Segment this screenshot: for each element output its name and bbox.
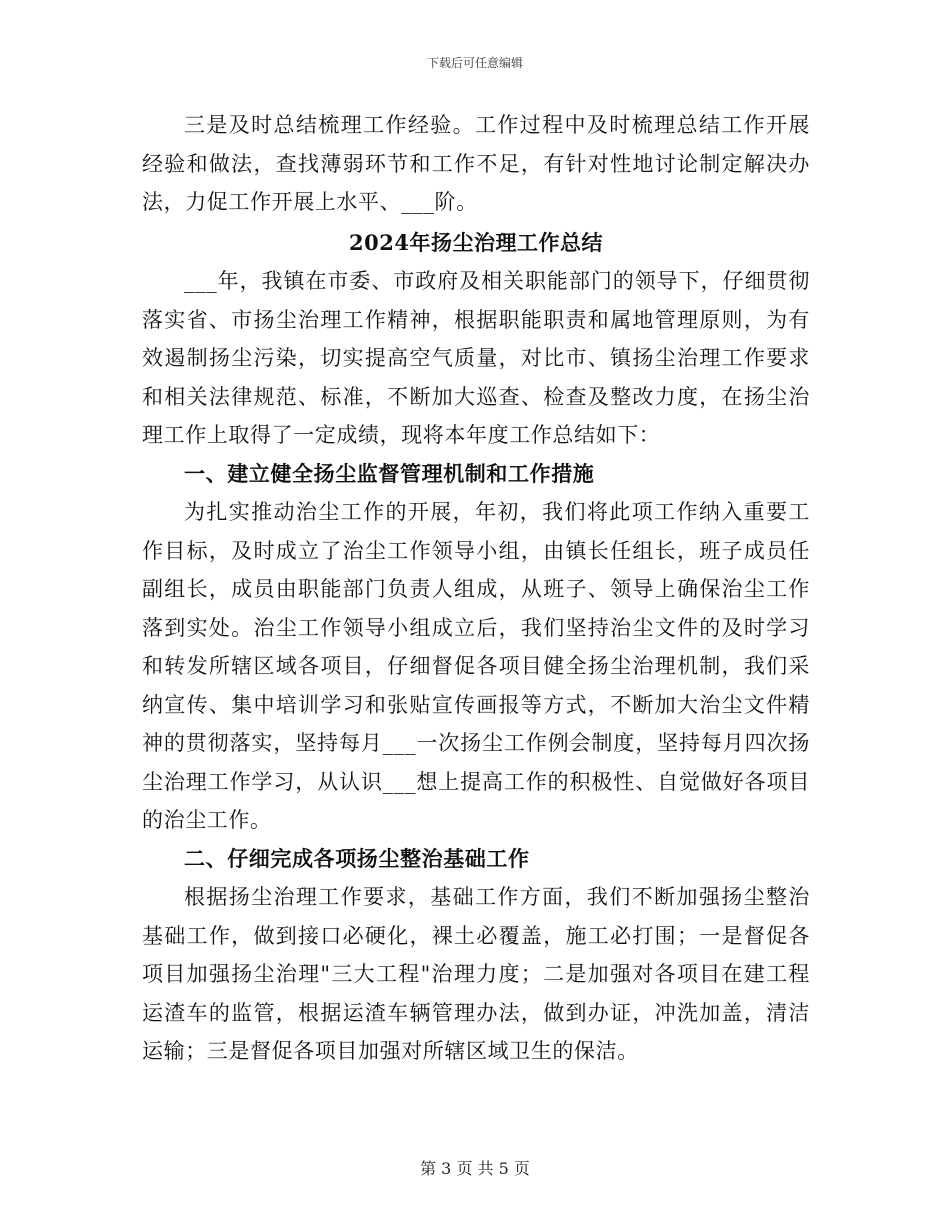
page-header-note: 下载后可任意编辑 [426, 56, 523, 70]
section-2-body: 根据扬尘治理工作要求，基础工作方面，我们不断加强扬尘整治基础工作，做到接口必硬化，裸土必覆盖，施工必打围；一是督促各项目加强扬尘治理"三大工程"治理力度；二是加强对各项目在建工程运渣车的监管，根据运渣车辆管理办法，做到办证，冲洗加盖，清洁运输；三是督促各项目加强对所辖区域卫生的保洁。 [142, 885, 810, 1063]
opening-paragraph: ___年，我镇在市委、市政府及相关职能部门的领导下，仔细贯彻落实省、市扬尘治理工作精神，根据职能职责和属地管理原则，为有效遏制扬尘污染，切实提高空气质量，对比市、镇扬尘治理工作要求和相关法律规范、标准，不断加大巡查、检查及整改力度，在扬尘治理工作上取得了一定成绩，现将本年度工作总结如下： [142, 269, 810, 447]
section-2-heading: 二、仔细完成各项扬尘整治基础工作 [184, 845, 530, 871]
page-number-footer: 第 3 页 共 5 页 [420, 1159, 530, 1178]
intro-paragraph: 三是及时总结梳理工作经验。工作过程中及时梳理总结工作开展经验和做法，查找薄弱环节和工作不足，有针对性地讨论制定解决办法，力促工作开展上水平、___阶。 [142, 113, 810, 214]
section-1-body: 为扎实推动治尘工作的开展，年初，我们将此项工作纳入重要工作目标，及时成立了治尘工作领导小组，由镇长任组长，班子成员任副组长，成员由职能部门负责人组成，从班子、领导上确保治尘工作落到实处。治尘工作领导小组成立后，我们坚持治尘文件的及时学习和转发所辖区域各项目，仔细督促各项目健全扬尘治理机制，我们采纳宣传、集中培训学习和张贴宣传画报等方式，不断加大治尘文件精神的贯彻落实，坚持每月___一次扬尘工作例会制度，坚持每月四次扬尘治理工作学习，从认识___想上提高工作的积极性、自觉做好各项目的治尘工作。 [142, 500, 810, 832]
document-title: 2024年扬尘治理工作总结 [349, 229, 603, 255]
document-body [142, 106, 810, 1071]
section-1-heading: 一、建立健全扬尘监督管理机制和工作措施 [184, 460, 595, 486]
